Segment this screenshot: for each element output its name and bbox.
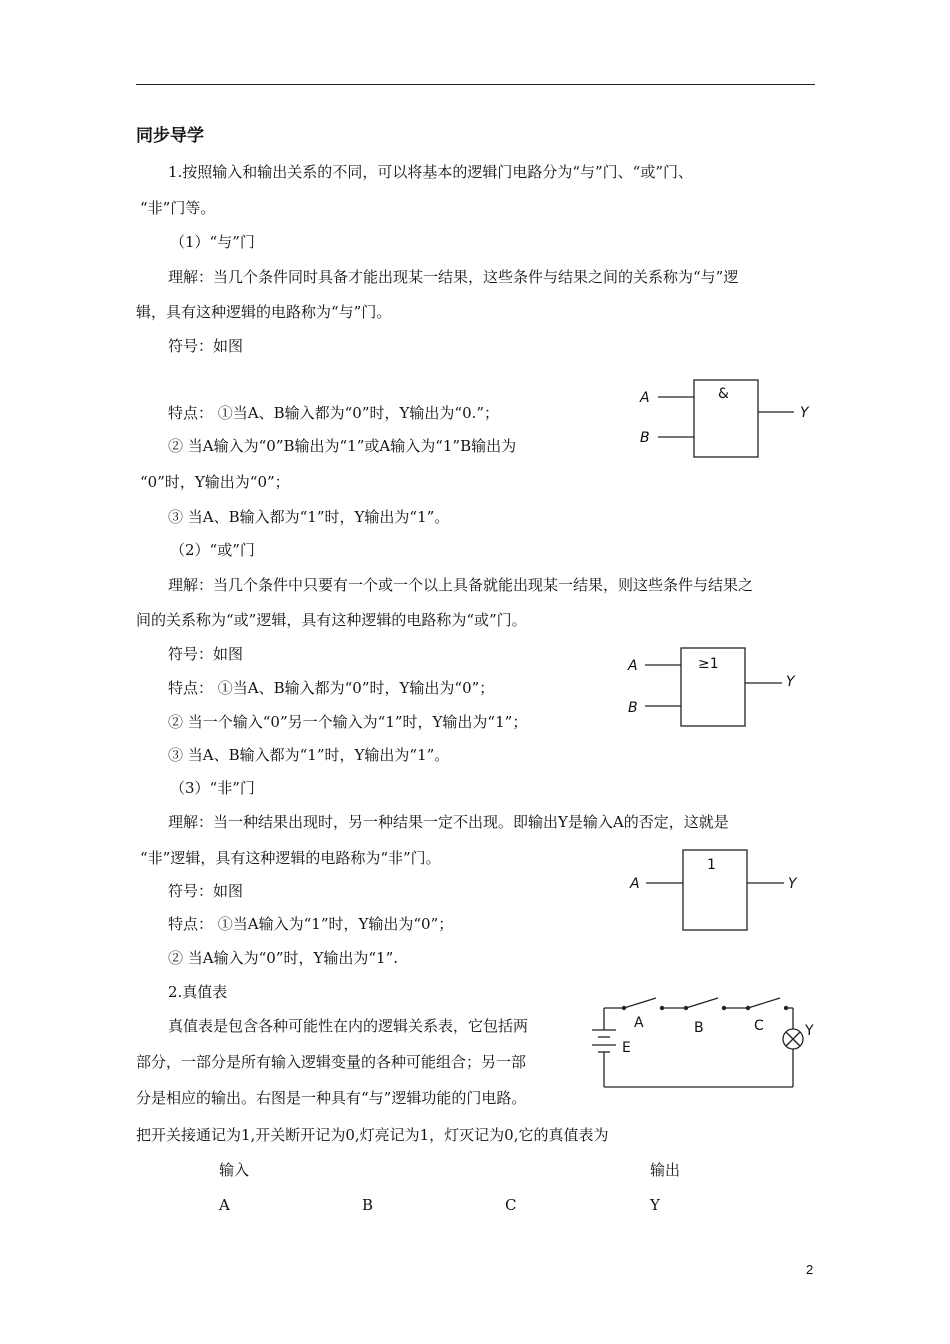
- gate-symbol: ≥1: [698, 656, 719, 672]
- input-label-a: A: [628, 658, 638, 674]
- input-label-a: A: [640, 390, 650, 406]
- switch-contact: [684, 1006, 688, 1010]
- gate-symbol: &: [718, 386, 729, 402]
- feature-line: “0”时，Y输出为“0”；: [140, 473, 290, 491]
- not-gate-diagram: [620, 842, 810, 934]
- switch-contact: [784, 1006, 788, 1010]
- symbol-label: 符号：如图: [168, 645, 244, 663]
- table-column-label: Y: [650, 1196, 660, 1214]
- table-column-label: B: [362, 1196, 374, 1214]
- or-gate-title: （2）“或”门: [170, 541, 255, 559]
- paragraph-line: 把开关接通记为1,开关断开记为0,灯亮记为1，灯灭记为0,它的真值表为: [136, 1126, 609, 1144]
- feature-line: 特点： ①当A、B输入都为“0”时，Y输出为“0”；: [168, 679, 495, 697]
- truth-table-title: 2.真值表: [168, 983, 228, 1001]
- paragraph-line: 真值表是包含各种可能性在内的逻辑关系表，它包括两: [168, 1017, 529, 1035]
- switch-c: [748, 998, 780, 1008]
- symbol-label: 符号：如图: [168, 337, 244, 355]
- feature-line: ③ 当A、B输入都为“1”时，Y输出为“1”。: [168, 508, 450, 526]
- and-gate-title: （1）“与”门: [170, 233, 255, 251]
- symbol-label: 符号：如图: [168, 882, 244, 900]
- switch-contact: [660, 1006, 664, 1010]
- and-circuit-diagram: [590, 990, 820, 1092]
- table-header-input: 输入: [219, 1161, 250, 1179]
- output-label-y: Y: [788, 876, 797, 892]
- paragraph-line: 部分，一部分是所有输入逻辑变量的各种可能组合；另一部: [136, 1053, 527, 1071]
- table-column-label: C: [505, 1196, 517, 1214]
- input-label-b: B: [628, 700, 638, 716]
- output-label-y: Y: [786, 674, 795, 690]
- paragraph-line: 间的关系称为“或”逻辑，具有这种逻辑的电路称为“或”门。: [136, 611, 527, 629]
- page-number: 2: [806, 1262, 814, 1277]
- input-label-a: A: [630, 876, 640, 892]
- feature-line: ② 当A输入为“0”B输出为“1”或A输入为“1”B输出为: [168, 437, 517, 455]
- paragraph-line: 1.按照输入和输出关系的不同，可以将基本的逻辑门电路分为“与”门、“或”门、: [168, 163, 693, 181]
- and-gate-diagram: [630, 372, 820, 464]
- feature-line: 特点： ①当A、B输入都为“0”时，Y输出为“0.”；: [168, 404, 500, 422]
- switch-label-a: A: [634, 1015, 644, 1031]
- paragraph-line: 理解：当一种结果出现时，另一种结果一定不出现。即输出Y是输入A的否定，这就是: [168, 813, 729, 831]
- lamp-label-y: Y: [805, 1023, 814, 1039]
- switch-label-b: B: [694, 1020, 704, 1036]
- feature-line: ③ 当A、B输入都为“1”时，Y输出为“1”。: [168, 746, 450, 764]
- paragraph-line: 分是相应的输出。右图是一种具有“与”逻辑功能的门电路。: [136, 1089, 527, 1107]
- gate-symbol: 1: [707, 857, 716, 873]
- switch-a: [624, 998, 656, 1008]
- paragraph-line: “非”逻辑，具有这种逻辑的电路称为“非”门。: [140, 849, 441, 867]
- paragraph-line: “非”门等。: [140, 199, 216, 217]
- paragraph-line: 辑，具有这种逻辑的电路称为“与”门。: [136, 303, 392, 321]
- switch-label-c: C: [754, 1018, 764, 1034]
- paragraph-line: 理解：当几个条件中只要有一个或一个以上具备就能出现某一结果，则这些条件与结果之: [168, 576, 754, 594]
- feature-line: ② 当A输入为“0”时，Y输出为“1”.: [168, 949, 399, 967]
- paragraph-line: 理解：当几个条件同时具备才能出现某一结果，这些条件与结果之间的关系称为“与”逻: [168, 268, 739, 286]
- switch-b: [686, 998, 718, 1008]
- header-rule: [136, 84, 815, 85]
- switch-contact: [722, 1006, 726, 1010]
- feature-line: ② 当一个输入“0”另一个输入为“1”时，Y输出为“1”；: [168, 713, 528, 731]
- switch-contact: [746, 1006, 750, 1010]
- not-gate-title: （3）“非”门: [170, 779, 255, 797]
- switch-contact: [622, 1006, 626, 1010]
- input-label-b: B: [640, 430, 650, 446]
- battery-label-e: E: [622, 1040, 631, 1056]
- table-column-label: A: [219, 1196, 230, 1214]
- feature-line: 特点： ①当A输入为“1”时，Y输出为“0”；: [168, 915, 454, 933]
- section-heading: 同步导学: [136, 126, 204, 146]
- or-gate-diagram: [620, 640, 810, 732]
- table-header-output: 输出: [650, 1161, 681, 1179]
- output-label-y: Y: [800, 405, 809, 421]
